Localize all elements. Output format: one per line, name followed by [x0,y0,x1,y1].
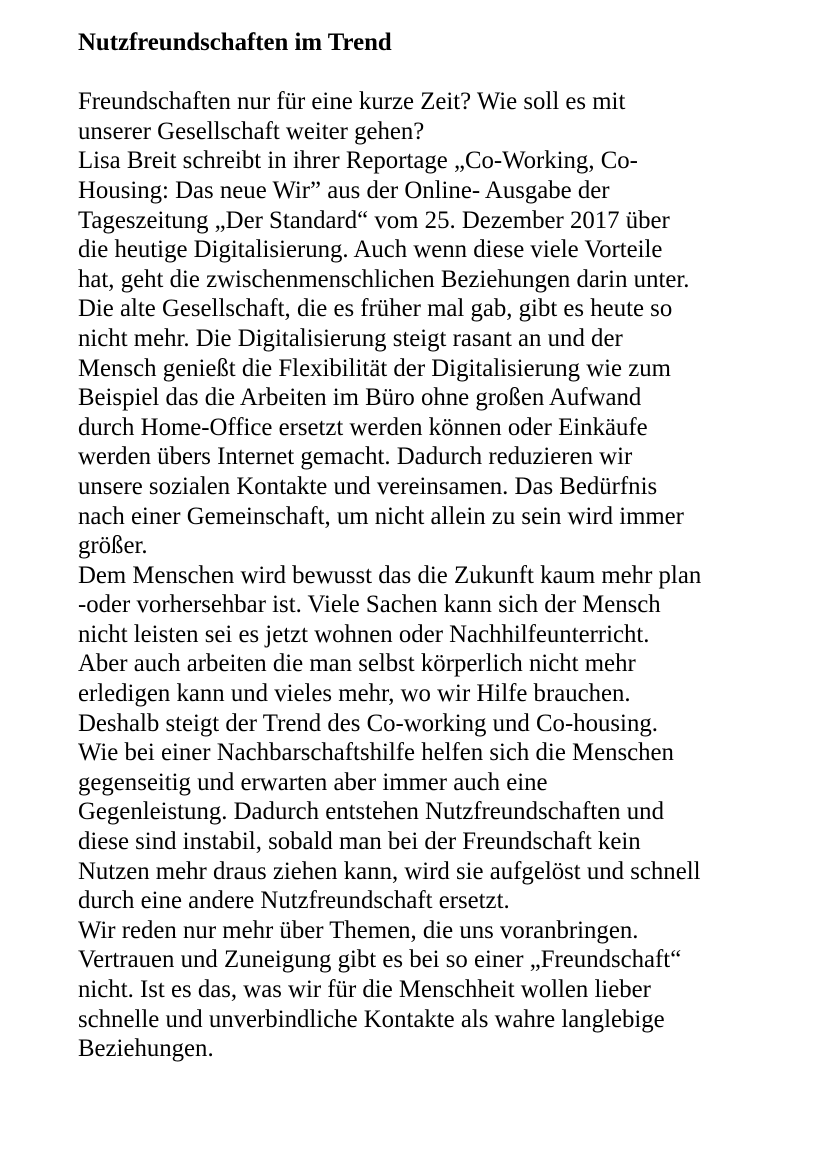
text-line: Lisa Breit schreibt in ihrer Reportage „Co-Working, Co- [78,147,638,175]
text-line: größer. [78,532,148,560]
text-line: Housing: Das neue Wir” aus der Online- Ausgabe der [78,176,610,204]
text-line: unsere sozialen Kontakte und vereinsamen. Das Bedürfnis [78,472,658,500]
document-title: Nutzfreundschaften im Trend [78,29,392,56]
text-line: Die alte Gesellschaft, die es früher mal gab, gibt es heute so [78,295,673,323]
text-line: Wir reden nur mehr über Themen, die uns voranbringen. [78,916,639,944]
document-content [78,28,788,1064]
text-line: unserer Gesellschaft weiter gehen? [78,117,425,145]
text-line: Dem Menschen wird bewusst das die Zukunft kaum mehr plan [78,561,702,589]
text-line: Tageszeitung „Der Standard“ vom 25. Dezember 2017 über [78,206,670,234]
text-line: Freundschaften nur für eine kurze Zeit? Wie soll es mit [78,88,626,116]
text-line: gegenseitig und erwarten aber immer auch eine [78,768,548,796]
text-line: erledigen kann und vieles mehr, wo wir Hilfe brauchen. [78,680,631,708]
text-line: nicht leisten sei es jetzt wohnen oder Nachhilfeunterricht. [78,620,650,648]
text-line: durch eine andere Nutzfreundschaft ersetzt. [78,887,510,915]
text-line: durch Home-Office ersetzt werden können oder Einkäufe [78,413,648,441]
text-line: Wie bei einer Nachbarschaftshilfe helfen sich die Menschen [78,739,674,767]
text-line: die heutige Digitalisierung. Auch wenn diese viele Vorteile [78,236,663,264]
text-line: werden übers Internet gemacht. Dadurch reduzieren wir [78,443,633,471]
text-line: Beziehungen. [78,1035,214,1063]
text-line: Mensch genießt die Flexibilität der Digitalisierung wie zum [78,354,671,382]
text-line: diese sind instabil, sobald man bei der Freundschaft kein [78,828,641,856]
text-line: nach einer Gemeinschaft, um nicht allein zu sein wird immer [78,502,684,530]
text-line: nicht. Ist es das, was wir für die Menschheit wollen lieber [78,976,651,1003]
text-line: Beispiel das die Arbeiten im Büro ohne großen Aufwand [78,384,642,412]
text-line: -oder vorhersehbar ist. Viele Sachen kann sich der Mensch [78,591,661,619]
document-body [78,87,788,1064]
text-line: nicht mehr. Die Digitalisierung steigt rasant an und der [78,324,623,352]
text-line: Vertrauen und Zuneigung gibt es bei so einer „Freundschaft“ [78,946,682,974]
text-line: hat, geht die zwischenmenschlichen Beziehungen darin unter. [78,265,690,293]
text-line: schnelle und unverbindliche Kontakte als wahre langlebige [78,1005,665,1033]
text-line: Aber auch arbeiten die man selbst körperlich nicht mehr [78,650,636,678]
text-line: Gegenleistung. Dadurch entstehen Nutzfreundschaften und [78,798,664,826]
text-line: Nutzen mehr draus ziehen kann, wird sie aufgelöst und schnell [78,857,701,885]
text-line: Deshalb steigt der Trend des Co-working und Co-housing. [78,709,658,737]
